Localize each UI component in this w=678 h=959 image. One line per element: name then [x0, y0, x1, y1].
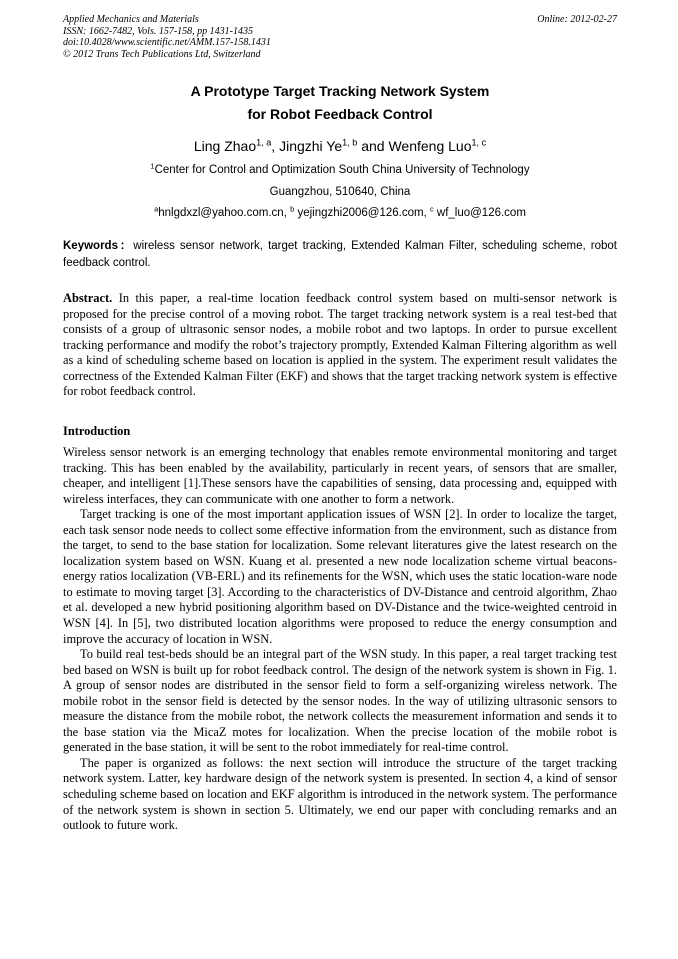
author-list [63, 137, 617, 155]
author-name: Wenfeng Luo [388, 138, 472, 154]
title-line-1: A Prototype Target Tracking Network System [190, 83, 490, 99]
section-heading-introduction: Introduction [63, 424, 131, 438]
paragraph: To build real test-beds should be an integral part of the WSN study. In this paper, a real target tracking test bed based on WSN is built up for robot feedback control. The design of the network system is shown in Fig. 1. A group of sensor nodes are distributed in the sensor field to form a self-organizing wireless network. The mobile robot in the sensor field is detected by the sensor nodes. In the way of utilizing ultrasonic sensors to measure the distance from the mobile robot, the network collects the measurement information and sends it to the base station via the MicaZ motes for localization. When the precise location of the mobile robot is generated in the base station, it will be sent to the robot immediately for real-time control. [63, 647, 617, 755]
email-address: wf_luo@126.com [433, 207, 526, 219]
author-separator: , [271, 138, 280, 154]
paragraph: The paper is organized as follows: the next section will introduce the structure of the target tracking network system. Latter, key hardware design of the network system is presented. In section 4, a kind of sensor scheduling scheme based on location and EKF algorithm is introduced in the network system. The performance of the network system is shown in section 5. Ultimately, we end our paper with concluding remarks and an outlook to future work. [63, 755, 617, 833]
paragraph: Target tracking is one of the most important application issues of WSN [2]. In order to localize the target, each task sensor node needs to collect some effective information from the environment, such as distance from the target, to send to the base station for localization. Some relevant literatures give the latest research on the localization system based on WSN. Kuang et al. presented a new node localization scheme virtual beacons-energy ratios localization (VB-ERL) and its refinements for the WSN, which uses the static location-ware node to estimate to moving target [3]. According to the characteristics of DV-Distance and centroid algorithm, Zhao et al. developed a new hybrid positioning algorithm based on DV-Distance and the twice-weighted centroid in WSN [4]. In [5], two distributed location algorithms were proposed to reduce the energy consumption and improve the accuracy of location in WSN. [63, 507, 617, 646]
journal-header [63, 14, 617, 60]
abstract [63, 291, 617, 400]
email-mark: c [429, 204, 434, 214]
author-name: Ling Zhao [193, 138, 257, 154]
title-line-2: for Robot Feedback Control [247, 106, 433, 122]
abstract-label: Abstract. [63, 291, 113, 305]
affiliation-line-1 [63, 163, 617, 177]
affiliation-name: Center for Control and Optimization South China University of Technology [154, 164, 530, 176]
doi-line: doi:10.4028/www.scientific.net/AMM.157-158.1431 [63, 37, 271, 48]
affiliation-line-2: Guangzhou, 510640, China [269, 186, 411, 198]
copyright-line: © 2012 Trans Tech Publications Ltd, Switzerland [63, 48, 261, 60]
email-line [63, 206, 617, 220]
affil-mark: 1 [150, 161, 155, 171]
email-address: hnlgdxzl@yahoo.com.cn, [158, 207, 291, 219]
keywords-label: Keywords： [63, 240, 134, 252]
abstract-text: In this paper, a real-time location feedback control system based on multi-sensor network is proposed for the precise control of a moving robot. The target tracking network system is a real test-bed that consists of a group of ultrasonic sensor nodes, a mobile robot and two laptops. In order to pursue excellent tracking performance and modify the robot’s trajectory promptly, Extended Kalman Filtering algorithm as well as a kind of scheduling scheme based on location is applied in the system. The experiment result validates the correctness of the Extended Kalman Filter (EKF) and shows that the target tracking network system is effective for robot feedback control. [63, 291, 617, 399]
introduction-body [63, 445, 617, 834]
keywords-text: wireless sensor network, target tracking, Extended Kalman Filter, scheduling scheme, robot feedback control. [63, 240, 617, 269]
keywords [63, 238, 617, 272]
paragraph: Wireless sensor network is an emerging technology that enables remote environmental monitoring and target tracking. This has been enabled by the availability, particularly in recent years, of sensors that are smaller, cheaper, and intelligent [1].These sensors have the capabilities of sensing, data processing and, equipped with wireless interfaces, they can communicate with one another to form a network. [63, 445, 617, 506]
author-separator: and [357, 138, 389, 154]
author-affil-mark: 1, a [256, 137, 272, 148]
online-date: Online: 2012-02-27 [537, 14, 617, 25]
email-mark: b [290, 204, 295, 214]
author-affil-mark: 1, b [342, 137, 358, 148]
paper-title [63, 80, 617, 126]
email-mark: a [154, 204, 159, 214]
author-name: Jingzhi Ye [279, 138, 343, 154]
author-affil-mark: 1, c [471, 137, 487, 148]
issn-line: ISSN: 1662-7482, Vols. 157-158, pp 1431-1435 [63, 25, 253, 37]
journal-name: Applied Mechanics and Materials [63, 14, 199, 25]
email-address: yejingzhi2006@126.com, [294, 207, 430, 219]
